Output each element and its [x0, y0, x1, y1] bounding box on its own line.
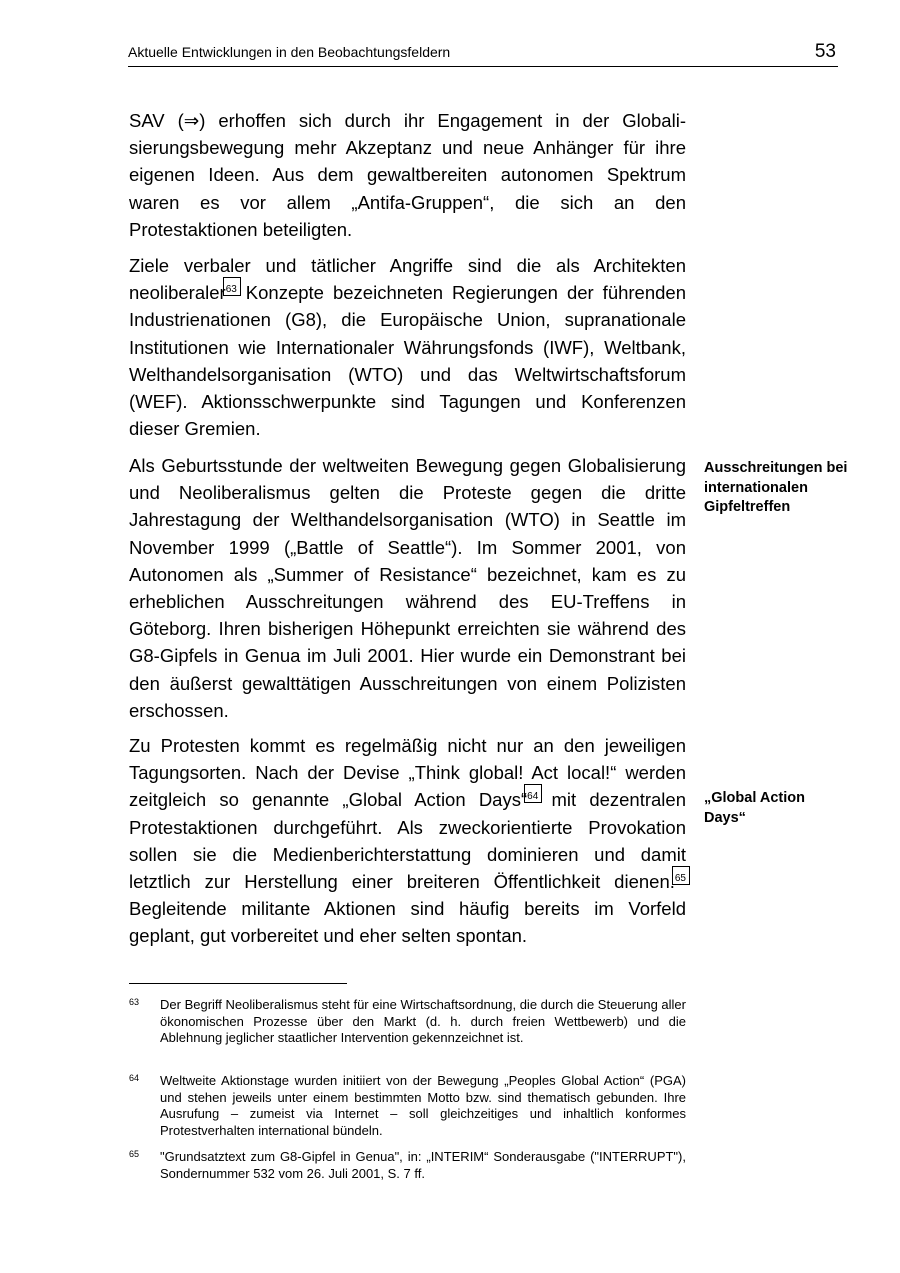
footnote-ref-64[interactable]	[527, 789, 538, 810]
paragraph-1: SAV (⇒) erhoffen sich durch ihr Engagement in der Globalisierungsbewegung mehr Akzeptanz und neue Anhänger für ihre eigenen Ideen. Aus dem gewaltbereiten autonomen Spektrum waren es vor allem „Antifa-Gruppen“, die sich an den Protestaktionen beteiligten.	[129, 110, 686, 240]
paragraph-4-text-b: mit dezentralen Protestaktionen durchgeführt. Als zweckorientierte Provokation sollen sie die Medienberichterstattung dominieren und damit letztlich zur Herstellung einer breiteren Öffentlichkeit dienen.	[129, 789, 686, 893]
page-header	[128, 38, 838, 67]
footnote-ref-number: 63	[225, 284, 237, 296]
footnote-ref-number: 65	[674, 872, 686, 884]
running-title: Aktuelle Entwicklungen in den Beobachtungsfeldern	[128, 44, 451, 60]
footnote-text: "Grundsatztext zum G8-Gipfel in Genua", in: „INTERIM“ Sonderausgabe ("INTERRUPT"), Sondernummer 532 vom 26. Juli 2001, S. 7 ff.	[160, 1149, 686, 1181]
footnote-65	[129, 1149, 686, 1182]
paragraph-4-text-a: Zu Protesten kommt es regelmäßig nicht nur an den jeweiligen Tagungsorten. Nach der Devise „Think global! Act local!“ werden zeitgleich so genannte „Global Action Days“	[129, 735, 686, 811]
footnote-number: 63	[129, 997, 140, 1007]
footnote-separator	[129, 983, 347, 984]
footnote-ref-number: 64	[527, 791, 539, 803]
paragraph-4	[129, 732, 686, 950]
footnote-number: 64	[129, 1073, 140, 1083]
page-number: 53	[814, 41, 836, 62]
footnote-ref-box	[223, 277, 241, 296]
paragraph-2-text-b: Konzepte bezeichneten Regierungen der führenden Industrienationen (G8), die Europäische Union, supranationale Institutionen wie Internationaler Währungsfonds (IWF), Weltbank, Welthandelsorganisation (WTO) und das Weltwirtschaftsforum (WEF). Aktionsschwerpunkte sind Tagungen und Konferenzen dieser Gremien.	[129, 282, 686, 440]
footnote-63	[129, 997, 686, 1047]
footnote-number: 65	[129, 1149, 140, 1159]
margin-note-global-action-days: „Global Action Days“	[704, 790, 805, 826]
paragraph-2	[129, 252, 686, 442]
footnote-text: Weltweite Aktionstage wurden initiiert von der Bewegung „Peoples Global Action“ (PGA) und stehen jeweils unter einem bestimmten Motto bzw. sind thematisch gebunden. Ihre Ausrufung – zumeist via Internet – soll gleichzeitiges und inhaltlich konformes Protestverhalten international bündeln.	[160, 1073, 686, 1138]
paragraph-3: Als Geburtsstunde der weltweiten Bewegung gegen Globalisierung und Neoliberalismus gelten die Proteste gegen die dritte Jahrestagung der Welthandelsorganisation (WTO) in Seattle im November 1999 („Battle of Seattle“). Im Sommer 2001, von Autonomen als „Summer of Resistance“ bezeichnet, kam es zu erheblichen Ausschreitungen während des EU-Treffens in Göteborg. Ihren bisherigen Höhepunkt erreichten sie während des G8-Gipfels in Genua im Juli 2001. Hier wurde ein Demonstrant bei den äußerst gewalttätigen Ausschreitungen von einem Polizisten erschossen.	[129, 455, 686, 721]
footnote-ref-box	[524, 784, 542, 803]
paragraph-2-text-a: Ziele verbaler und tätlicher Angriffe sind die als Architekten neoliberaler	[129, 255, 686, 304]
footnote-64	[129, 1073, 686, 1139]
paragraph-4-text-c: Begleitende militante Aktionen sind häufig bereits im Vorfeld geplant, gut vorbereitet und eher selten spontan.	[129, 898, 686, 947]
footnote-text: Der Begriff Neoliberalismus steht für eine Wirtschaftsordnung, die durch die Steuerung aller ökonomischen Prozesse über den Markt (d. h. durch freien Wettbewerb) und die Ablehnung jeglicher staatlicher Intervention gekennzeichnet ist.	[160, 997, 686, 1046]
footnote-ref-65[interactable]	[675, 871, 686, 892]
footnote-ref-box	[672, 866, 690, 885]
margin-note-gipfeltreffen: Ausschreitungen bei internationalen Gipfeltreffen	[704, 460, 848, 515]
footnote-ref-63[interactable]	[226, 282, 237, 303]
